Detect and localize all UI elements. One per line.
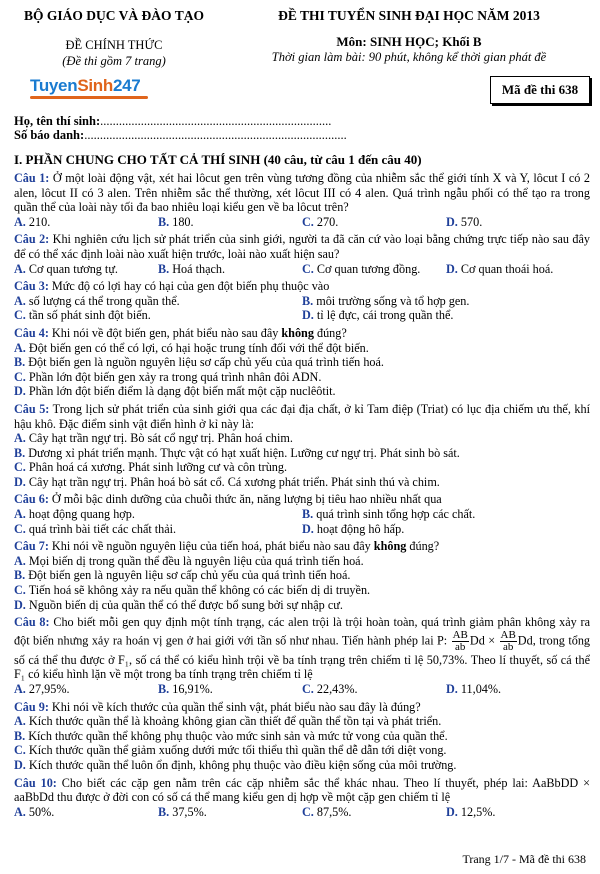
question-3 xyxy=(14,279,590,323)
question-1 xyxy=(14,171,590,229)
text: quá trình sinh tổng hợp các chất. xyxy=(316,507,476,522)
option-b xyxy=(302,294,590,309)
question-text: Khi nói về kích thước của quần thể sinh vật, phát biểu nào sau đây là đúng? xyxy=(51,699,421,714)
question-7 xyxy=(14,539,590,612)
option-letter: C. xyxy=(14,743,26,758)
text: Đột biến gen là nguồn nguyên liệu sơ cấp chủ yếu của quá trình tiến hoá. xyxy=(28,355,384,370)
option-letter: A. xyxy=(14,804,26,819)
option-letter: A. xyxy=(14,553,26,568)
option-letter: B. xyxy=(14,445,26,460)
question-text: Mức độ có lợi hay có hại của gen đột biến phụ thuộc vào xyxy=(51,279,330,294)
option-d xyxy=(446,682,590,697)
text: môi trường sống và tổ hợp gen. xyxy=(316,293,470,308)
text: 11,04%. xyxy=(460,682,502,696)
option-b xyxy=(14,729,590,744)
tuyensinh247-logo: TuyenSinh247 xyxy=(30,76,141,95)
question-text: Cho biết các cặp gen nằm trên các cặp nhiễm sắc thể khác nhau. Theo lí thuyết, phép lai: AaBbDD × aaBbDd thu được ở đời con có số cá thể mang kiểu gen dị hợp về một cặp gen chiếm tỉ lệ xyxy=(14,775,591,805)
text: Tiến hoá sẽ không xảy ra nếu quần thể không có các biến dị di truyền. xyxy=(28,583,371,598)
option-b xyxy=(302,507,590,522)
option-letter: B. xyxy=(302,507,314,522)
exam-title: ĐỀ THI TUYỂN SINH ĐẠI HỌC NĂM 2013 xyxy=(278,8,540,23)
text: Mọi biến dị trong quần thể đều là nguyên liệu của quá trình tiến hoá. xyxy=(28,553,364,568)
option-letter: C. xyxy=(302,214,314,229)
option-letter: D. xyxy=(446,261,458,276)
option-d xyxy=(446,215,590,230)
option-letter: B. xyxy=(302,293,314,308)
text: Nguồn biến dị của quần thể có thể được bổ sung bởi sự nhập cư. xyxy=(28,597,343,612)
question-text: Khi nghiên cứu lịch sử phát triển của sinh giới, người ta đã căn cứ vào loại bằng chứng trực tiếp nào sau đây để có thể xác định loài nào xuất hiện trước, loài nào xuất hiện sau? xyxy=(14,232,590,261)
text: Cơ quan tương đồng. xyxy=(316,261,421,276)
candidate-id-dots: .................................................................................... xyxy=(84,128,347,142)
option-letter: D. xyxy=(302,521,314,536)
option-c xyxy=(14,743,590,758)
option-letter: A. xyxy=(14,293,26,308)
exam-time: Thời gian làm bài: 90 phút, không kể thời gian phát đề xyxy=(271,50,547,64)
question-list xyxy=(14,168,590,819)
option-d xyxy=(302,522,590,537)
question-8 xyxy=(14,615,590,696)
question-4 xyxy=(14,326,590,399)
text: Phần lớn đột biến điểm là dạng đột biến mất một cặp nuclêôtit. xyxy=(28,384,336,399)
option-a xyxy=(14,431,590,446)
option-b xyxy=(158,262,302,277)
text: Kích thước quần thể không phụ thuộc vào mức sinh sản và mức tử vong của quần thể. xyxy=(28,728,448,743)
candidate-name-label: Họ, tên thí sinh: xyxy=(14,114,101,128)
option-a xyxy=(14,805,158,820)
text: quá trình bài tiết các chất thải. xyxy=(28,521,177,536)
text: Kích thước quần thể là khoảng không gian cần thiết để quần thể tồn tại và phát triển. xyxy=(28,714,442,729)
option-b xyxy=(158,682,302,697)
text: đúng? xyxy=(406,539,440,554)
option-letter: C. xyxy=(14,521,26,536)
option-d xyxy=(446,262,590,277)
option-letter: A. xyxy=(14,682,26,696)
text: Đột biến gen có thể có lợi, có hại hoặc trung tính đối với thể đột biến. xyxy=(28,340,369,355)
option-c xyxy=(302,682,446,697)
text: 27,95%. xyxy=(28,682,70,696)
text: 22,43%. xyxy=(316,682,358,696)
text: tổng số cá thể thu được ở F₁, số cá thể có kiểu hình trội về ba tính trạng trên chiếm tỉ lệ 50,73%. Theo lí thuyết, số cá thể F₁ có kiểu hình lặn về một trong ba tính trạng trên chiếm tỉ lệ xyxy=(14,633,591,682)
option-b xyxy=(14,568,590,583)
question-number: Câu 4: xyxy=(14,325,49,340)
text: 570. xyxy=(460,214,483,229)
option-letter: C. xyxy=(14,308,26,323)
question-5 xyxy=(14,402,590,490)
candidate-name-line xyxy=(14,114,331,129)
exam-code-box: Mã đề thi 638 xyxy=(490,76,590,104)
option-a xyxy=(14,554,590,569)
text: Kích thước quần thể giảm xuống dưới mức tối thiểu thì quần thể dễ dẫn tới diệt vong. xyxy=(28,743,447,758)
option-letter: C. xyxy=(14,460,26,475)
option-letter: C. xyxy=(14,583,26,598)
option-d xyxy=(446,805,590,820)
negation-emphasis: không xyxy=(281,325,314,340)
question-number: Câu 8: xyxy=(14,615,50,630)
question-number: Câu 1: xyxy=(14,171,50,185)
option-letter: D. xyxy=(446,214,458,229)
text: 50%. xyxy=(28,804,55,819)
candidate-id-label: Số báo danh: xyxy=(14,128,85,142)
option-c xyxy=(302,805,446,820)
option-letter: D. xyxy=(446,682,458,696)
option-c xyxy=(302,215,446,230)
option-a xyxy=(14,714,590,729)
header-left xyxy=(14,8,214,69)
section-title: I. PHẦN CHUNG CHO TẤT CẢ THÍ SINH (40 câu, từ câu 1 đến câu 40) xyxy=(14,152,422,167)
option-b xyxy=(158,805,302,820)
option-b xyxy=(14,355,590,370)
genotype-fraction xyxy=(452,630,469,653)
text: 12,5%. xyxy=(460,804,496,819)
option-b xyxy=(14,446,590,461)
question-number: Câu 5: xyxy=(14,401,50,416)
text: 16,91%. xyxy=(172,682,213,696)
option-c xyxy=(14,308,302,323)
option-letter: D. xyxy=(14,597,26,612)
text: tỉ lệ đực, cái trong quần thể. xyxy=(316,308,454,323)
option-letter: D. xyxy=(14,757,26,772)
question-10 xyxy=(14,776,590,820)
option-c xyxy=(14,370,590,385)
option-a xyxy=(14,682,158,697)
question-6 xyxy=(14,492,590,536)
text: 210. xyxy=(28,214,51,229)
option-c xyxy=(14,583,590,598)
option-d xyxy=(14,758,590,773)
text: Phần lớn đột biến gen xảy ra trong quá trình nhân đôi ADN. xyxy=(28,369,322,384)
option-letter: B. xyxy=(158,261,170,276)
option-letter: D. xyxy=(446,804,458,819)
text: hoạt động hô hấp. xyxy=(316,521,405,536)
option-letter: C. xyxy=(302,804,314,819)
text: 87,5%. xyxy=(316,804,352,819)
page-footer: Trang 1/7 - Mã đề thi 638 xyxy=(462,852,586,866)
text: Cho biết mỗi gen quy định một tính trạng, các alen trội là trội hoàn toàn, quá trình giảm phân không xảy ra đột biến nhưng xảy ra hoán vị gen ở hai giới với tần số như nhau. Tiến hành phép lai P: xyxy=(14,615,590,648)
text: Cơ quan tương tự. xyxy=(28,261,118,276)
option-c xyxy=(14,522,302,537)
option-letter: C. xyxy=(302,682,314,696)
option-a xyxy=(14,215,158,230)
text: Cây hạt trần ngự trị. Phân hoá bò sát cổ. Cá xương phát triển. Phát sinh thú và chim. xyxy=(28,474,440,489)
text: 180. xyxy=(172,214,194,229)
option-letter: B. xyxy=(14,355,26,370)
option-letter: B. xyxy=(158,214,170,229)
option-letter: D. xyxy=(14,474,26,489)
text: Kích thước quần thể luôn ổn định, không phụ thuộc vào điều kiện sống của môi trường. xyxy=(28,757,457,772)
option-d xyxy=(14,475,590,490)
option-letter: D. xyxy=(302,308,314,323)
option-letter: B. xyxy=(158,804,170,819)
text: Khi nói về đột biến gen, phát biểu nào sau đây xyxy=(51,325,282,340)
text: đúng? xyxy=(313,325,347,340)
option-c xyxy=(14,460,590,475)
text: Phân hoá cá xương. Phát sinh lưỡng cư và côn trùng. xyxy=(28,460,288,475)
text: Cây hạt trần ngự trị. Bò sát cổ ngự trị. Phân hoá chim. xyxy=(28,431,293,446)
option-letter: A. xyxy=(14,714,26,729)
option-letter: D. xyxy=(14,384,26,399)
option-letter: B. xyxy=(14,728,26,743)
text: Đột biến gen là nguyên liệu sơ cấp chủ yếu của quá trình tiến hoá. xyxy=(28,568,351,583)
candidate-id-line xyxy=(14,128,347,143)
text: AB xyxy=(452,628,468,641)
option-d xyxy=(14,598,590,613)
option-letter: C. xyxy=(302,261,314,276)
option-a xyxy=(14,262,158,277)
option-letter: A. xyxy=(14,340,26,355)
text: tần số phát sinh đột biến. xyxy=(28,308,151,323)
option-letter: A. xyxy=(14,214,26,229)
text: hoạt động quang hợp. xyxy=(28,507,135,522)
text: Cơ quan thoái hoá. xyxy=(460,261,554,276)
question-number: Câu 9: xyxy=(14,699,49,714)
logo-underline xyxy=(30,96,148,99)
option-letter: A. xyxy=(14,507,26,522)
candidate-name-dots: .......................................................................... xyxy=(100,114,332,128)
option-b xyxy=(158,215,302,230)
text: Khi nói về nguồn nguyên liệu của tiến hoá, phát biểu nào sau đây xyxy=(51,539,374,554)
option-letter: C. xyxy=(14,369,26,384)
text: ab xyxy=(502,640,514,653)
option-a xyxy=(14,341,590,356)
option-a xyxy=(14,294,302,309)
question-number: Câu 10: xyxy=(14,775,57,790)
text: số lượng cá thể trong quần thể. xyxy=(28,293,180,308)
question-number: Câu 7: xyxy=(14,539,49,554)
text: Dd × xyxy=(469,633,499,648)
text: 37,5%. xyxy=(172,804,207,819)
text: ab xyxy=(455,640,466,653)
question-number: Câu 2: xyxy=(14,232,50,247)
text: Dd, trong xyxy=(517,633,565,648)
option-letter: A. xyxy=(14,261,26,276)
option-letter: B. xyxy=(158,682,170,696)
question-text: Ở một loài động vật, xét hai lôcut gen trên vùng tương đồng của nhiễm sắc thể giới tính X và Y, lôcut I có 2 alen, lôcut II có 3 alen. Trên nhiễm sắc thể thường, xét lôcut III có 4 alen. Quá trình ngẫu phối có thể tạo ra trong quần thể của loài này tối đa bao nhiêu loại kiểu gen về ba lôcut trên? xyxy=(14,171,591,215)
text: 270. xyxy=(316,214,339,229)
question-text: Ở mỗi bậc dinh dưỡng của chuỗi thức ăn, năng lượng bị tiêu hao nhiều nhất qua xyxy=(51,492,442,507)
header-right xyxy=(226,8,592,65)
option-letter: A. xyxy=(14,431,26,446)
question-number: Câu 3: xyxy=(14,279,49,294)
option-d xyxy=(302,308,590,323)
question-9 xyxy=(14,700,590,773)
option-a xyxy=(14,507,302,522)
text: Hoá thạch. xyxy=(172,261,226,276)
exam-subject: Môn: SINH HỌC; Khối B xyxy=(336,34,482,49)
ministry-name: BỘ GIÁO DỤC VÀ ĐÀO TẠO xyxy=(24,8,204,23)
question-number: Câu 6: xyxy=(14,492,49,507)
option-letter: B. xyxy=(14,568,26,583)
option-c xyxy=(302,262,446,277)
text: AB xyxy=(500,628,516,641)
page-count-note: (Đề thi gồm 7 trang) xyxy=(62,54,166,68)
official-label: ĐỀ CHÍNH THỨC xyxy=(65,38,163,52)
text: Dương xỉ phát triển mạnh. Thực vật có hạt xuất hiện. Lưỡng cư ngự trị. Phát sinh bò sát. xyxy=(28,445,460,460)
question-text: Trong lịch sử phát triển của sinh giới qua các đại địa chất, ở kỉ Tam điệp (Triat) có lục địa chiếm ưu thế, khí hậu khô. Đặc điểm sinh vật điển hình ở kỉ này là: xyxy=(14,401,590,431)
question-2 xyxy=(14,232,590,276)
option-d xyxy=(14,384,590,399)
genotype-fraction xyxy=(500,630,517,653)
negation-emphasis: không xyxy=(373,539,407,554)
